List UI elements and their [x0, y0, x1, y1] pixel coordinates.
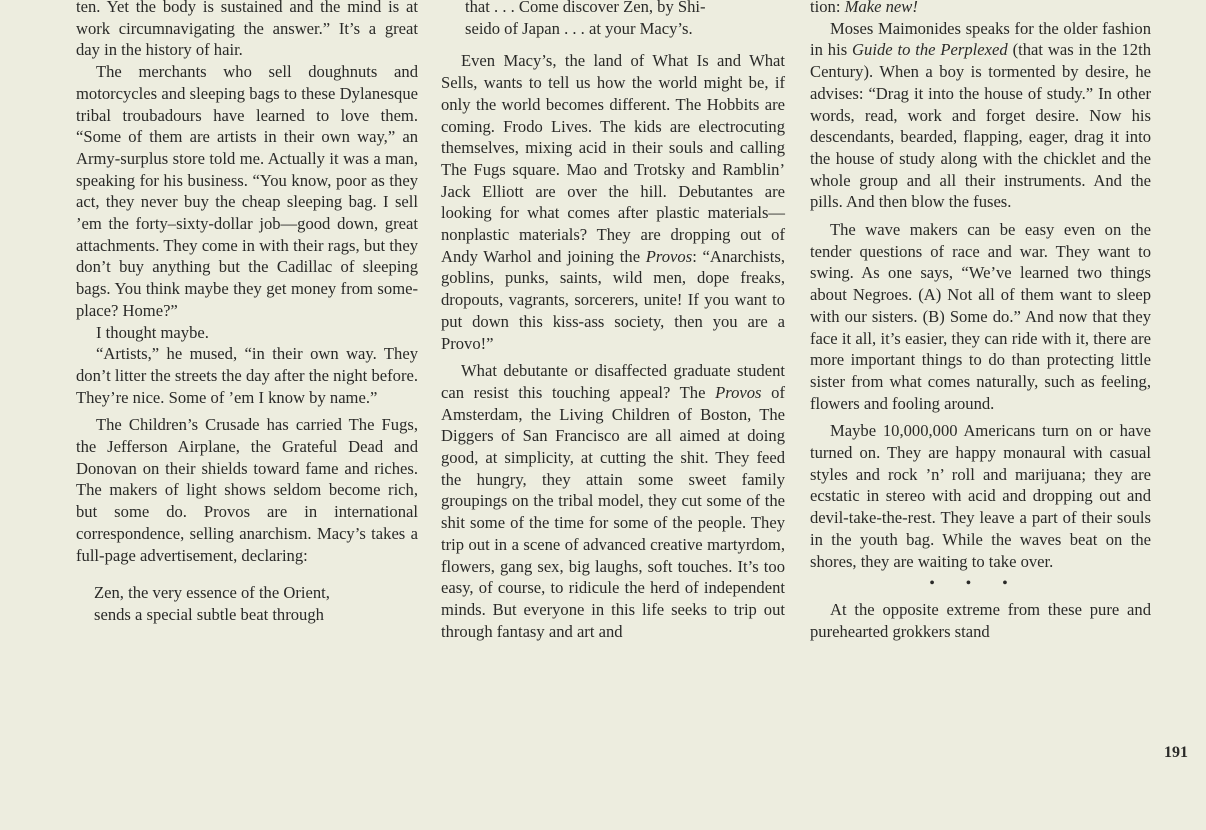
paragraph: ten. Yet the body is sustained and the mind is at work circumnavigating the answer.” It’s a great day in the history of hair.	[76, 0, 418, 60]
paragraph: The wave makers can be easy even on the tender questions of race and war. They want to swing. As one says, “We’ve learned two things about Negroes. (A) Not all of them want to sleep with our sisters. (B) Some do.” And now that they face it all, it’s easier, they can ride with it, there are more important things to do than protecting little sister from what comes naturally, such as feeling, flowers and fooling around.	[810, 220, 1151, 413]
ad-quote-line: Zen, the very essence of the Orient,	[94, 583, 330, 603]
paragraph	[810, 0, 1151, 18]
italic-phrase: Make new!	[844, 0, 918, 16]
ad-quote-line: sends a special subtle beat through	[94, 604, 324, 624]
column-left	[76, 0, 418, 626]
paragraph: The merchants who sell doughnuts and motorcycles and sleeping bags to these Dylanesque tribal troubadours have learned to love them. “Some of them are artists in their own way,” an Army-surplus store told me. Actually it was a man, speaking for his business. “You know, poor as they act, they never buy the cheap sleeping bag. I sell ’em the forty–sixty-dollar job—good down, great attachments. They come in with their rags, but they don’t buy anything but the Cadillac of sleeping bags. You think maybe they get money from someplace? Home?”	[76, 62, 418, 320]
paragraph-text: tion:	[810, 0, 841, 16]
paragraph: Maybe 10,000,000 Americans turn on or have turned on. They are happy monaural with casual styles and rock ’n’ roll and marijuana; they are ecstatic in stereo with acid and dropping out and devil-take-the-rest. They leave a part of their souls in the youth bag. While the waves beat on the shores, they are waiting to take over.	[810, 421, 1151, 571]
italic-title: Guide to the Perplexed	[852, 40, 1008, 60]
paragraph: The Children’s Crusade has carried The Fugs, the Jefferson Airplane, the Grateful Dead and Donovan on their shields toward fame and riches. The makers of light shows seldom become rich, but some do. Provos are in international correspondence, selling anarchism. Macy’s takes a full-page advertisement, declaring:	[76, 415, 418, 565]
paragraph-text: (that was in the 12th Century). When a boy is tormented by desire, he advises: “Drag it into the house of study.” In other words, read, work and forget desire. Now his descendants, bearded, flapping, eager, drag it into the house of study along with the chicklet and the whole group and all their instruments. And the pills. And then blow the fuses.	[810, 40, 1151, 212]
section-break-dots: • • •	[929, 576, 1022, 592]
italic-term: Provos	[715, 382, 762, 402]
paragraph	[810, 18, 1151, 213]
paragraph-text: Moses Maimonides speaks for the older fashion in his	[810, 18, 1151, 60]
paragraph: At the opposite extreme from these pure and purehearted grokkers stand	[810, 600, 1151, 641]
paragraph	[441, 50, 785, 354]
paragraph-text: of Amsterdam, the Living Children of Boston, The Diggers of San Francisco are all aimed at doing good, at simplicity, at cutting the shit. They feed the hungry, they attain some sweet family groupings on the tribal model, they cut some of the shit some of the time for some of the people. They trip out in a scene of advanced creative martyrdom, flowers, gang sex, big laughs, soft touches. It’s too easy, of course, to ridicule the herd of independent minds. But everyone in this life seeks to trip out through fantasy and art and	[441, 382, 785, 641]
paragraph-text: : “Anarchists, goblins, punks, saints, wild men, dope freaks, dropouts, vagrants, sorcerers, unite! If you want to put down this kiss-ass society, then you are a Provo!”	[441, 246, 785, 353]
column-middle	[441, 0, 785, 642]
paragraph-text: What debutante or disaffected graduate student can resist this touching appeal? The	[441, 361, 785, 402]
page-number: 191	[1164, 744, 1188, 761]
paragraph	[441, 360, 785, 642]
ad-quote-line: that . . . Come discover Zen, by Shi-	[465, 0, 706, 16]
paragraph: “Artists,” he mused, “in their own way. They don’t litter the streets the day after the night before. They’re nice. Some of ’em I know by name.”	[76, 344, 418, 407]
paragraph: I thought maybe.	[96, 322, 209, 342]
ad-quote-line: seido of Japan . . . at your Macy’s.	[465, 18, 693, 38]
paragraph-text: Even Macy’s, the land of What Is and What Sells, wants to tell us how the world might be, if only the world becomes different. The Hobbits are coming. Frodo Lives. The kids are electrocuting themselves, mixing acid in their souls and calling The Fugs square. Mao and Trotsky and Ramblin’ Jack Elliott are over the hill. Debutantes are looking for what comes after plastic materials—nonplastic materials? They are dropping out of Andy Warhol and joining the	[441, 51, 785, 266]
column-right	[810, 0, 1151, 643]
italic-term: Provos	[645, 246, 693, 266]
